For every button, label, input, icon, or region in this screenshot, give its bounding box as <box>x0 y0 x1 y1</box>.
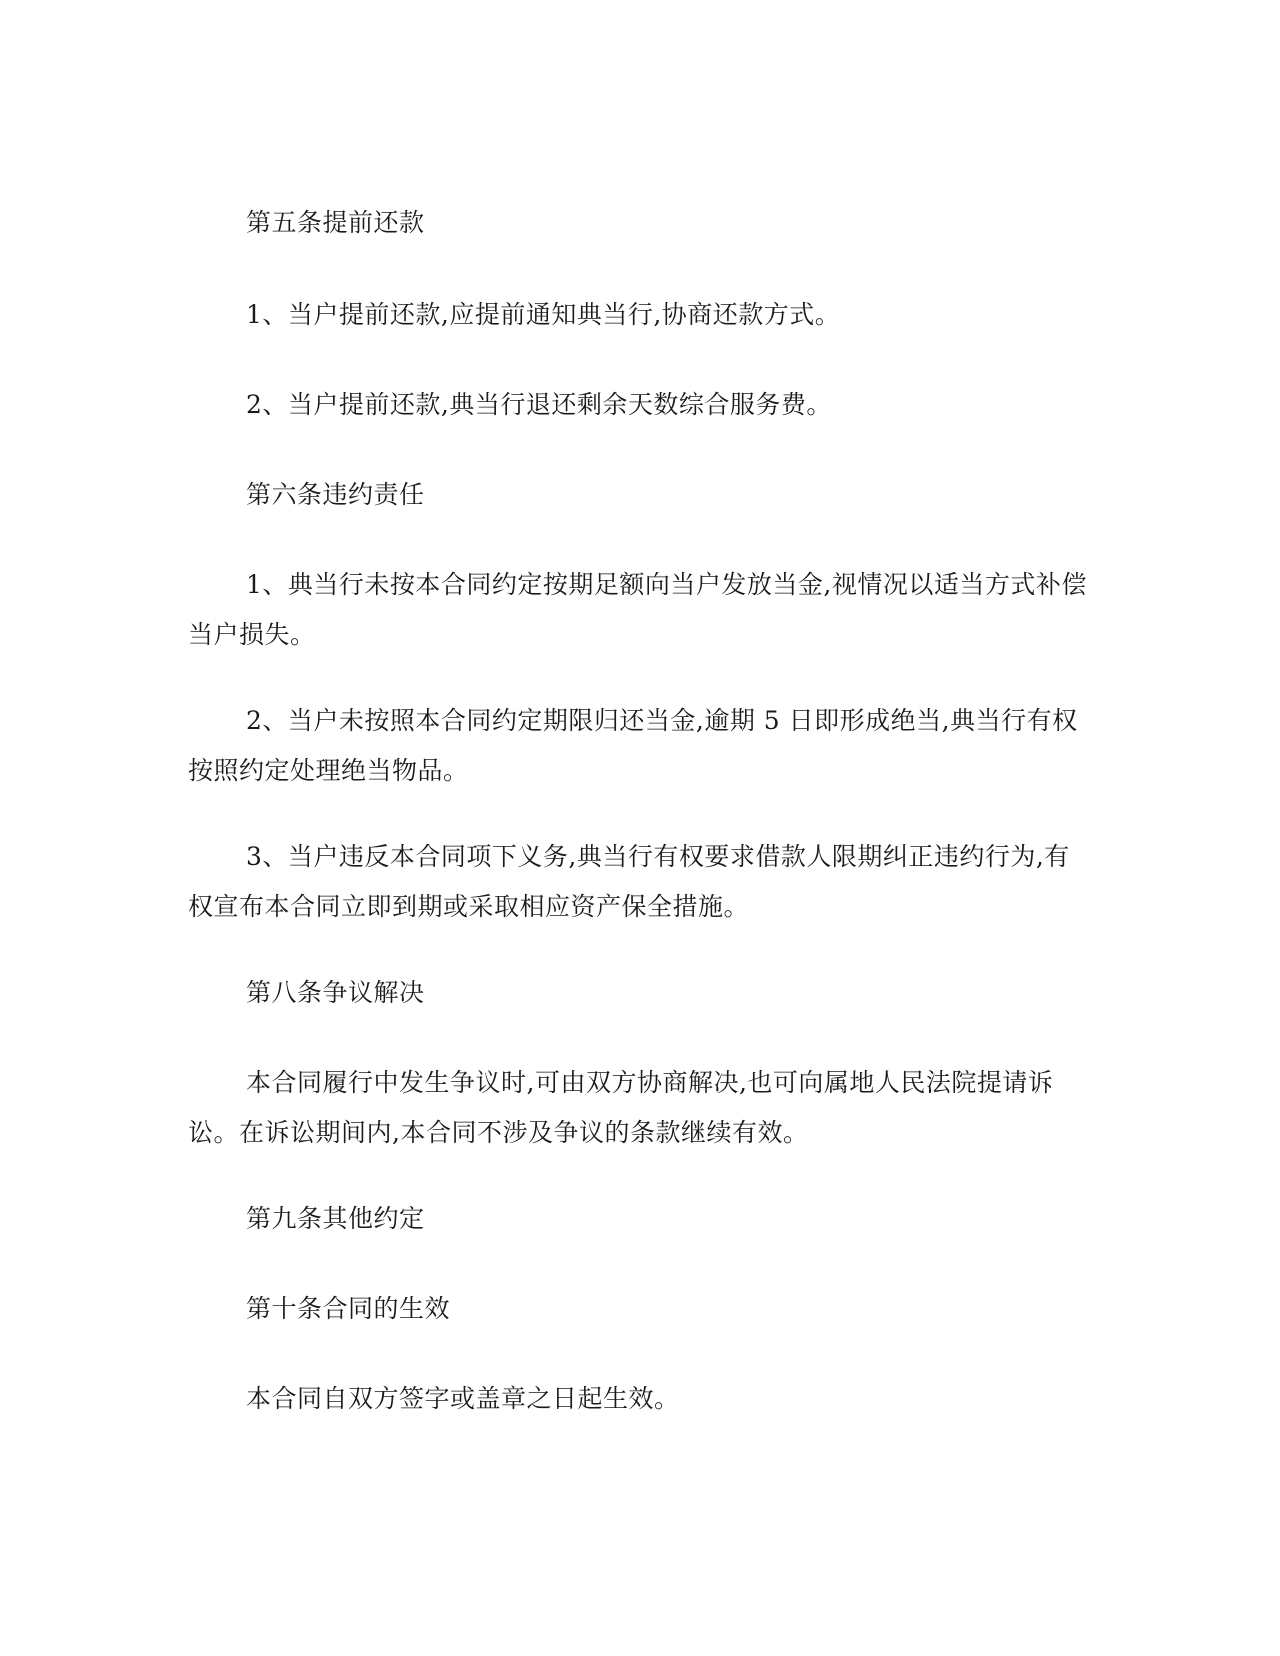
clause-dispute-resolution: 本合同履行中发生争议时,可由双方协商解决,也可向属地人民法院提请诉讼。在诉讼期间内,本合同不涉及争议的条款继续有效。 <box>188 1068 1054 1147</box>
section-heading-breach-liability: 第六条违约责任 <box>246 480 425 509</box>
clause-breach-3: 3、当户违反本合同项下义务,典当行有权要求借款人限期纠正违约行为,有权宣布本合同立即到期或采取相应资产保全措施。 <box>188 842 1070 921</box>
section-heading-other-agreements: 第九条其他约定 <box>246 1204 425 1233</box>
section-heading-early-repayment: 第五条提前还款 <box>246 208 425 237</box>
section-heading-dispute-resolution: 第八条争议解决 <box>246 978 425 1007</box>
clause-breach-1: 1、典当行未按本合同约定按期足额向当户发放当金,视情况以适当方式补偿当户损失。 <box>188 570 1087 649</box>
clause-breach-2: 2、当户未按照本合同约定期限归还当金,逾期 5 日即形成绝当,典当行有权按照约定处理绝当物品。 <box>188 706 1078 785</box>
section-heading-contract-effectiveness: 第十条合同的生效 <box>246 1294 451 1323</box>
clause-early-repayment-1: 1、当户提前还款,应提前通知典当行,协商还款方式。 <box>246 300 841 329</box>
clause-early-repayment-2: 2、当户提前还款,典当行退还剩余天数综合服务费。 <box>246 390 832 419</box>
clause-contract-effectiveness: 本合同自双方签字或盖章之日起生效。 <box>246 1384 680 1413</box>
